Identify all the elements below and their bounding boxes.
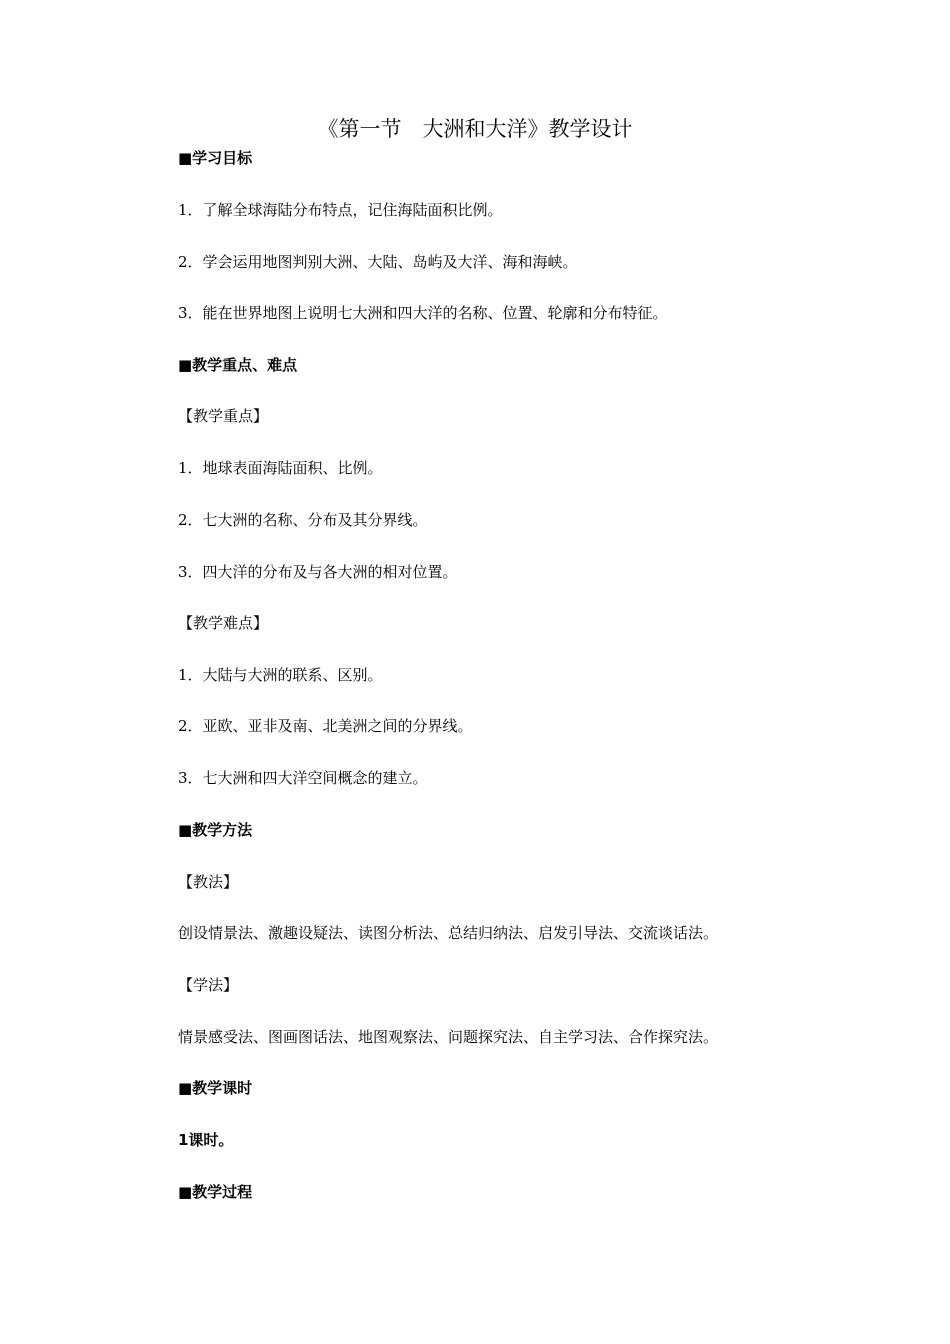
objective-item-1: 1．了解全球海陆分布特点，记住海陆面积比例。 bbox=[178, 201, 503, 219]
objective-item-2: 2．学会运用地图判别大洲、大陆、岛屿及大洋、海和海峡。 bbox=[178, 253, 578, 271]
document-title: 《第一节 大洲和大洋》教学设计 bbox=[317, 117, 633, 141]
class-hours-text: 1课时。 bbox=[178, 1131, 234, 1149]
subheading-teaching-methods: 【教法】 bbox=[178, 873, 239, 891]
section-heading-objectives: ■学习目标 bbox=[178, 149, 253, 167]
section-heading-methods: ■教学方法 bbox=[178, 821, 253, 839]
difficulty-item-3: 3．七大洲和四大洋空间概念的建立。 bbox=[178, 769, 428, 787]
teaching-methods-text: 创设情景法、激趣设疑法、读图分析法、总结归纳法、启发引导法、交流谈话法。 bbox=[178, 924, 719, 942]
section-heading-key-points: ■教学重点、难点 bbox=[178, 356, 298, 374]
subheading-learning-methods: 【学法】 bbox=[178, 976, 239, 994]
section-heading-process: ■教学过程 bbox=[178, 1183, 253, 1201]
subheading-difficulties: 【教学难点】 bbox=[178, 614, 269, 632]
section-heading-class-hours: ■教学课时 bbox=[178, 1079, 253, 1097]
key-point-item-2: 2．七大洲的名称、分布及其分界线。 bbox=[178, 511, 428, 529]
key-point-item-3: 3．四大洋的分布及与各大洲的相对位置。 bbox=[178, 563, 458, 581]
difficulty-item-2: 2．亚欧、亚非及南、北美洲之间的分界线。 bbox=[178, 717, 473, 735]
key-point-item-1: 1．地球表面海陆面积、比例。 bbox=[178, 459, 383, 477]
subheading-key-points: 【教学重点】 bbox=[178, 407, 269, 425]
difficulty-item-1: 1．大陆与大洲的联系、区别。 bbox=[178, 666, 383, 684]
learning-methods-text: 情景感受法、图画图话法、地图观察法、问题探究法、自主学习法、合作探究法。 bbox=[178, 1028, 719, 1046]
objective-item-3: 3．能在世界地图上说明七大洲和四大洋的名称、位置、轮廓和分布特征。 bbox=[178, 304, 668, 322]
